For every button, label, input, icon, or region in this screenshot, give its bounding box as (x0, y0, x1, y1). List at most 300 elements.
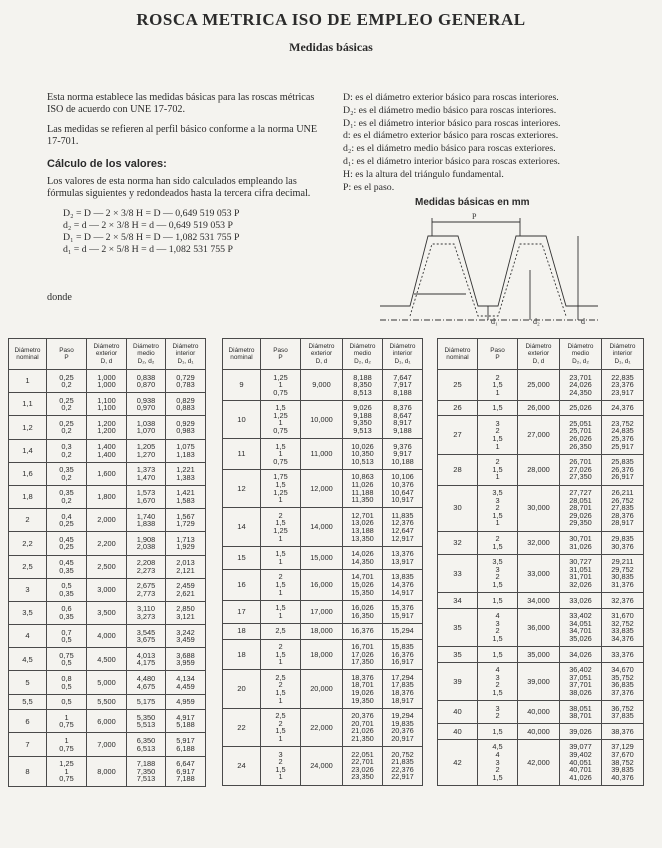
pitch-diameter-cell: 4,013 4,175 (127, 648, 166, 671)
table-row (223, 469, 423, 507)
pitch-cell: 0,4 0,25 (47, 509, 87, 532)
inner-diameter-cell: 33,376 (602, 647, 644, 663)
header-pitch: Paso P (478, 339, 518, 370)
nominal-diameter-cell: 6 (9, 710, 47, 733)
nominal-diameter-cell: 5 (9, 671, 47, 694)
inner-diameter-cell: 7,647 7,917 8,188 (383, 370, 423, 401)
table-row (438, 647, 644, 663)
inner-diameter-cell: 10,106 10,376 10,647 10,917 (383, 469, 423, 507)
inner-diameter-cell: 34,670 35,752 36,835 37,376 (602, 662, 644, 700)
definition-item: d₂: es el diámetro medio básico para roscas exteriores. (343, 143, 556, 155)
pitch-cell: 3,5 3 2 1,5 1 (478, 485, 518, 531)
nominal-diameter-cell: 2,5 (9, 555, 47, 578)
pitch-cell: 1,5 (478, 724, 518, 740)
inner-diameter-cell: 6,647 6,917 7,188 (166, 756, 206, 787)
nominal-diameter-cell: 22 (223, 708, 261, 746)
pitch-cell: 1 0,75 (47, 710, 87, 733)
nominal-diameter-cell: 28 (438, 454, 478, 485)
pitch-diameter-cell: 3,545 3,675 (127, 625, 166, 648)
pitch-diameter-cell: 38,051 38,701 (560, 701, 602, 724)
table-row (9, 462, 206, 485)
pitch-diameter-cell: 7,188 7,350 7,513 (127, 756, 166, 787)
outer-diameter-cell: 5,000 (87, 671, 127, 694)
table-row (438, 531, 644, 554)
pitch-cell: 1 0,75 (47, 733, 87, 756)
inner-diameter-cell: 36,752 37,835 (602, 701, 644, 724)
inner-diameter-cell: 1,075 1,183 (166, 439, 206, 462)
nominal-diameter-cell: 18 (223, 639, 261, 670)
table-row (438, 454, 644, 485)
table-row (9, 578, 206, 601)
nominal-diameter-cell: 12 (223, 469, 261, 507)
nominal-diameter-cell: 1,1 (9, 393, 47, 416)
pitch-diameter-cell: 34,026 (560, 647, 602, 663)
pitch-diameter-cell: 1,373 1,470 (127, 462, 166, 485)
inner-diameter-cell: 1,221 1,383 (166, 462, 206, 485)
inner-diameter-cell: 32,376 (602, 593, 644, 609)
outer-diameter-cell: 20,000 (301, 670, 343, 708)
table-row (9, 710, 206, 733)
header-outer-diameter: Diámetro exterior D, d (87, 339, 127, 370)
nominal-diameter-cell: 34 (438, 593, 478, 609)
pitch-cell: 3,5 3 2 1,5 (478, 554, 518, 592)
outer-diameter-cell: 11,000 (301, 439, 343, 470)
table-row (9, 393, 206, 416)
outer-diameter-cell: 16,000 (301, 569, 343, 600)
inner-diameter-cell: 23,752 24,835 25,376 25,917 (602, 416, 644, 454)
pitch-diameter-cell: 1,205 1,270 (127, 439, 166, 462)
table-row (223, 546, 423, 569)
pitch-cell: 1,5 1 (261, 546, 301, 569)
pitch-cell: 4 3 2 1,5 (478, 608, 518, 646)
pitch-cell: 2 1,5 1 (478, 370, 518, 401)
outer-diameter-cell: 34,000 (518, 593, 560, 609)
header-inner-diameter: Diámetro interior D₁, d₁ (383, 339, 423, 370)
table-row (223, 623, 423, 639)
inner-diameter-cell: 19,294 19,835 20,376 20,917 (383, 708, 423, 746)
pitch-cell: 4,5 4 3 2 1,5 (478, 739, 518, 785)
definition-item: d₁: es el diámetro interior básico para roscas exteriores. (343, 155, 560, 167)
table-row (438, 370, 644, 401)
pitch-diameter-cell: 27,727 28,051 28,701 29,026 29,350 (560, 485, 602, 531)
outer-diameter-cell: 5,500 (87, 694, 127, 710)
outer-diameter-cell: 4,500 (87, 648, 127, 671)
formula-d1-external: d₁ = d — 2 × 5/8 H = d — 1,082 531 755 P (63, 244, 233, 255)
inner-diameter-cell: 22,835 23,376 23,917 (602, 370, 644, 401)
nominal-diameter-cell: 11 (223, 439, 261, 470)
inner-diameter-cell: 2,850 3,121 (166, 601, 206, 624)
nominal-diameter-cell: 15 (223, 546, 261, 569)
pitch-diameter-cell: 39,026 (560, 724, 602, 740)
pitch-diameter-cell: 1,740 1,838 (127, 509, 166, 532)
outer-diameter-cell: 28,000 (518, 454, 560, 485)
pitch-cell: 1,5 (478, 400, 518, 416)
nominal-diameter-cell: 20 (223, 670, 261, 708)
pitch-diameter-cell: 2,208 2,273 (127, 555, 166, 578)
inner-diameter-cell: 1,421 1,583 (166, 485, 206, 508)
pitch-diameter-cell: 16,701 17,026 17,350 (343, 639, 383, 670)
pitch-diameter-cell: 8,188 8,350 8,513 (343, 370, 383, 401)
pitch-cell: 0,35 0,2 (47, 485, 87, 508)
outer-diameter-cell: 2,500 (87, 555, 127, 578)
pitch-diameter-cell: 16,376 (343, 623, 383, 639)
donde-label: donde (47, 292, 72, 303)
pitch-cell: 0,25 0,2 (47, 370, 87, 393)
inner-diameter-cell: 26,211 26,752 27,835 28,376 28,917 (602, 485, 644, 531)
pitch-diameter-cell: 6,350 6,513 (127, 733, 166, 756)
header-pitch: Paso P (47, 339, 87, 370)
pitch-cell: 1,5 1 0,75 (261, 439, 301, 470)
table-row (223, 670, 423, 708)
pitch-cell: 2 1,5 1 (261, 639, 301, 670)
inner-diameter-cell: 8,376 8,647 8,917 9,188 (383, 400, 423, 438)
table-row (9, 509, 206, 532)
pitch-diameter-cell: 39,077 39,402 40,051 40,701 41,026 (560, 739, 602, 785)
inner-diameter-cell: 1,713 1,929 (166, 532, 206, 555)
table-row (9, 416, 206, 439)
table-row (9, 625, 206, 648)
calculation-heading: Cálculo de los valores: (47, 158, 167, 170)
pitch-diameter-cell: 2,675 2,773 (127, 578, 166, 601)
table-row (223, 747, 423, 785)
table-header-row (438, 339, 644, 370)
inner-diameter-cell: 0,929 0,983 (166, 416, 206, 439)
inner-diameter-cell: 0,729 0,783 (166, 370, 206, 393)
nominal-diameter-cell: 24 (223, 747, 261, 785)
inner-diameter-cell: 4,134 4,459 (166, 671, 206, 694)
inner-diameter-cell: 1,567 1,729 (166, 509, 206, 532)
table-row (438, 662, 644, 700)
pitch-diameter-cell: 23,701 24,026 24,350 (560, 370, 602, 401)
pitch-cell: 1,5 1,25 1 0,75 (261, 400, 301, 438)
nominal-diameter-cell: 1,4 (9, 439, 47, 462)
pitch-cell: 1,75 1,5 1,25 1 (261, 469, 301, 507)
outer-diameter-cell: 6,000 (87, 710, 127, 733)
page-subtitle: Medidas básicas (289, 40, 373, 54)
definitions-list (343, 92, 643, 194)
pitch-diameter-cell: 0,838 0,870 (127, 370, 166, 393)
outer-diameter-cell: 1,800 (87, 485, 127, 508)
header-inner-diameter: Diámetro interior D₁, d₁ (166, 339, 206, 370)
table-row (9, 370, 206, 393)
nominal-diameter-cell: 4 (9, 625, 47, 648)
outer-diameter-cell: 35,000 (518, 647, 560, 663)
table-row (438, 701, 644, 724)
header-inner-diameter: Diámetro interior D₁, d₁ (602, 339, 644, 370)
table-row (438, 608, 644, 646)
nominal-diameter-cell: 1 (9, 370, 47, 393)
table-row (9, 671, 206, 694)
nominal-diameter-cell: 7 (9, 733, 47, 756)
nominal-diameter-cell: 3 (9, 578, 47, 601)
table-row (438, 593, 644, 609)
inner-diameter-cell: 37,129 37,670 38,752 39,835 40,376 (602, 739, 644, 785)
header-nominal-diameter: Diámetro nominal (438, 339, 478, 370)
pitch-cell: 0,35 0,2 (47, 462, 87, 485)
table-row (223, 708, 423, 746)
pitch-diameter-cell: 3,110 3,273 (127, 601, 166, 624)
inner-diameter-cell: 9,376 9,917 10,188 (383, 439, 423, 470)
intro-section (47, 92, 319, 256)
pitch-cell: 4 3 2 1,5 (478, 662, 518, 700)
outer-diameter-cell: 27,000 (518, 416, 560, 454)
nominal-diameter-cell: 1,8 (9, 485, 47, 508)
nominal-diameter-cell: 17 (223, 600, 261, 623)
nominal-diameter-cell: 35 (438, 647, 478, 663)
nominal-diameter-cell: 32 (438, 531, 478, 554)
nominal-diameter-cell: 39 (438, 662, 478, 700)
table-row (223, 600, 423, 623)
header-pitch-diameter: Diámetro medio D₂, d₂ (343, 339, 383, 370)
inner-diameter-cell: 25,835 26,376 26,917 (602, 454, 644, 485)
table-row (9, 756, 206, 787)
pitch-cell: 2,5 2 1,5 1 (261, 708, 301, 746)
nominal-diameter-cell: 3,5 (9, 601, 47, 624)
table-row (438, 739, 644, 785)
thread-table-1 (8, 338, 206, 787)
pitch-cell: 0,25 0,2 (47, 393, 87, 416)
pitch-cell: 0,45 0,35 (47, 555, 87, 578)
pitch-diameter-cell: 30,701 31,026 (560, 531, 602, 554)
nominal-diameter-cell: 26 (438, 400, 478, 416)
formula-d2-external: d₂ = d — 2 × 3/8 H = d — 0,649 519 053 P (63, 220, 233, 231)
nominal-diameter-cell: 42 (438, 739, 478, 785)
nominal-diameter-cell: 8 (9, 756, 47, 787)
pitch-diameter-cell: 12,701 13,026 13,188 13,350 (343, 508, 383, 546)
definition-item: H: es la altura del triángulo fundamental. (343, 168, 504, 180)
table-row (223, 639, 423, 670)
pitch-cell: 1,25 1 0,75 (47, 756, 87, 787)
pitch-diameter-cell: 1,038 1,070 (127, 416, 166, 439)
header-pitch-diameter: Diámetro medio D₂, d₂ (127, 339, 166, 370)
pitch-diameter-cell: 25,026 (560, 400, 602, 416)
table-row (9, 601, 206, 624)
pitch-diameter-cell: 33,402 34,051 34,701 35,026 (560, 608, 602, 646)
outer-diameter-cell: 14,000 (301, 508, 343, 546)
pitch-diameter-cell: 10,863 11,026 11,188 11,350 (343, 469, 383, 507)
pitch-label: P (472, 212, 477, 221)
table-header-row (223, 339, 423, 370)
outer-diameter-cell: 15,000 (301, 546, 343, 569)
pitch-diameter-cell: 30,727 31,051 31,701 32,026 (560, 554, 602, 592)
pitch-diameter-cell: 33,026 (560, 593, 602, 609)
table-row (223, 439, 423, 470)
pitch-diameter-cell: 25,051 25,701 26,026 26,350 (560, 416, 602, 454)
inner-diameter-cell: 5,917 6,188 (166, 733, 206, 756)
nominal-diameter-cell: 5,5 (9, 694, 47, 710)
nominal-diameter-cell: 40 (438, 724, 478, 740)
pitch-cell: 1,5 1 (261, 600, 301, 623)
table-row (223, 569, 423, 600)
definition-item: D₂: es el diámetro medio básico para roscas interiores. (343, 104, 557, 116)
intro-paragraph-1: Esta norma establece las medidas básicas para las roscas métricas ISO de acuerdo con UNE 17-702. (47, 92, 315, 115)
diagram-title: Medidas básicas en mm (415, 197, 530, 208)
definition-item: d: es el diámetro exterior básico para roscas exteriores. (343, 130, 559, 142)
inner-diameter-cell: 31,670 32,752 33,835 34,376 (602, 608, 644, 646)
outer-diameter-cell: 30,000 (518, 485, 560, 531)
intro-paragraph-3: Los valores de esta norma han sido calculados empleando las fórmulas siguientes y redondeados hasta la tercera cifra decimal. (47, 176, 311, 199)
pitch-cell: 0,25 0,2 (47, 416, 87, 439)
pitch-cell: 0,45 0,25 (47, 532, 87, 555)
outer-diameter-cell: 25,000 (518, 370, 560, 401)
intro-paragraph-2: Las medidas se refieren al perfil básico conforme a la norma UNE 17-701. (47, 124, 318, 147)
inner-diameter-cell: 38,376 (602, 724, 644, 740)
outer-diameter-cell: 9,000 (301, 370, 343, 401)
nominal-diameter-cell: 9 (223, 370, 261, 401)
thread-table-3 (437, 338, 644, 786)
outer-diameter-cell: 32,000 (518, 531, 560, 554)
diameter-label-d1: d₁ (491, 317, 498, 326)
nominal-diameter-cell: 18 (223, 623, 261, 639)
table-row (9, 485, 206, 508)
pitch-diameter-cell: 16,026 16,350 (343, 600, 383, 623)
pitch-cell: 1,5 (478, 593, 518, 609)
nominal-diameter-cell: 1,2 (9, 416, 47, 439)
inner-diameter-cell: 2,459 2,621 (166, 578, 206, 601)
thread-table-2 (222, 338, 423, 786)
pitch-cell: 0,7 0,5 (47, 625, 87, 648)
inner-diameter-cell: 15,376 15,917 (383, 600, 423, 623)
pitch-diameter-cell: 5,175 (127, 694, 166, 710)
pitch-cell: 0,5 0,35 (47, 578, 87, 601)
pitch-cell: 2,5 2 1,5 1 (261, 670, 301, 708)
nominal-diameter-cell: 33 (438, 554, 478, 592)
pitch-cell: 1,5 (478, 647, 518, 663)
pitch-diameter-cell: 10,026 10,350 10,513 (343, 439, 383, 470)
definition-item: D₁: es el diámetro interior básico para roscas interiores. (343, 117, 561, 129)
outer-diameter-cell: 40,000 (518, 701, 560, 724)
pitch-diameter-cell: 0,938 0,970 (127, 393, 166, 416)
table-header-row (9, 339, 206, 370)
table-row (223, 370, 423, 401)
outer-diameter-cell: 18,000 (301, 639, 343, 670)
table-row (9, 648, 206, 671)
pitch-diameter-cell: 20,376 20,701 21,026 21,350 (343, 708, 383, 746)
formula-d2-internal: D₂ = D — 2 × 3/8 H = D — 0,649 519 053 P (63, 208, 240, 219)
inner-diameter-cell: 13,376 13,917 (383, 546, 423, 569)
outer-diameter-cell: 12,000 (301, 469, 343, 507)
inner-diameter-cell: 3,688 3,959 (166, 648, 206, 671)
header-outer-diameter: Diámetro exterior D, d (301, 339, 343, 370)
pitch-cell: 2 1,5 1 (478, 454, 518, 485)
page-title: ROSCA METRICA ISO DE EMPLEO GENERAL (136, 10, 526, 29)
outer-diameter-cell: 1,100 1,100 (87, 393, 127, 416)
inner-diameter-cell: 13,835 14,376 14,917 (383, 569, 423, 600)
pitch-diameter-cell: 14,026 14,350 (343, 546, 383, 569)
table-row (9, 555, 206, 578)
table-row (9, 694, 206, 710)
outer-diameter-cell: 24,000 (301, 747, 343, 785)
outer-diameter-cell: 2,200 (87, 532, 127, 555)
nominal-diameter-cell: 2,2 (9, 532, 47, 555)
outer-diameter-cell: 3,000 (87, 578, 127, 601)
nominal-diameter-cell: 25 (438, 370, 478, 401)
outer-diameter-cell: 22,000 (301, 708, 343, 746)
inner-diameter-cell: 0,829 0,883 (166, 393, 206, 416)
pitch-diameter-cell: 22,051 22,701 23,026 23,350 (343, 747, 383, 785)
outer-diameter-cell: 26,000 (518, 400, 560, 416)
definition-item: P: es el paso. (343, 181, 395, 193)
outer-diameter-cell: 40,000 (518, 724, 560, 740)
table-row (438, 416, 644, 454)
pitch-diameter-cell: 1,908 2,038 (127, 532, 166, 555)
pitch-cell: 3 2 (478, 701, 518, 724)
nominal-diameter-cell: 14 (223, 508, 261, 546)
nominal-diameter-cell: 1,6 (9, 462, 47, 485)
nominal-diameter-cell: 4,5 (9, 648, 47, 671)
inner-diameter-cell: 15,835 16,376 16,917 (383, 639, 423, 670)
outer-diameter-cell: 4,000 (87, 625, 127, 648)
pitch-cell: 0,3 0,2 (47, 439, 87, 462)
inner-diameter-cell: 29,835 30,376 (602, 531, 644, 554)
pitch-cell: 3 2 1,5 1 (261, 747, 301, 785)
thread-profile-diagram (370, 208, 610, 326)
table-row (438, 554, 644, 592)
pitch-cell: 0,6 0,35 (47, 601, 87, 624)
pitch-cell: 0,75 0,5 (47, 648, 87, 671)
outer-diameter-cell: 39,000 (518, 662, 560, 700)
table-row (9, 532, 206, 555)
pitch-diameter-cell: 4,480 4,675 (127, 671, 166, 694)
pitch-diameter-cell: 36,402 37,051 37,701 38,026 (560, 662, 602, 700)
pitch-cell: 3 2 1,5 1 (478, 416, 518, 454)
outer-diameter-cell: 1,000 1,000 (87, 370, 127, 393)
inner-diameter-cell: 4,959 (166, 694, 206, 710)
nominal-diameter-cell: 16 (223, 569, 261, 600)
diameter-label-d: d (581, 317, 585, 326)
nominal-diameter-cell: 10 (223, 400, 261, 438)
table-row (223, 400, 423, 438)
table-row (438, 724, 644, 740)
nominal-diameter-cell: 30 (438, 485, 478, 531)
outer-diameter-cell: 2,000 (87, 509, 127, 532)
outer-diameter-cell: 18,000 (301, 623, 343, 639)
pitch-cell: 2 1,5 (478, 531, 518, 554)
table-row (9, 733, 206, 756)
inner-diameter-cell: 17,294 17,835 18,376 18,917 (383, 670, 423, 708)
pitch-diameter-cell: 5,350 5,513 (127, 710, 166, 733)
nominal-diameter-cell: 2 (9, 509, 47, 532)
pitch-cell: 0,8 0,5 (47, 671, 87, 694)
pitch-cell: 0,5 (47, 694, 87, 710)
formula-list (63, 208, 319, 256)
header-pitch: Paso P (261, 339, 301, 370)
pitch-diameter-cell: 18,376 18,701 19,026 19,350 (343, 670, 383, 708)
inner-diameter-cell: 3,242 3,459 (166, 625, 206, 648)
nominal-diameter-cell: 27 (438, 416, 478, 454)
pitch-cell: 2 1,5 1,25 1 (261, 508, 301, 546)
nominal-diameter-cell: 35 (438, 608, 478, 646)
outer-diameter-cell: 1,200 1,200 (87, 416, 127, 439)
table-row (438, 400, 644, 416)
outer-diameter-cell: 10,000 (301, 400, 343, 438)
pitch-cell: 1,25 1 0,75 (261, 370, 301, 401)
inner-diameter-cell: 20,752 21,835 22,376 22,917 (383, 747, 423, 785)
outer-diameter-cell: 1,400 1,400 (87, 439, 127, 462)
outer-diameter-cell: 3,500 (87, 601, 127, 624)
definition-item: D: es el diámetro exterior básico para roscas interiores. (343, 92, 559, 103)
pitch-diameter-cell: 14,701 15,026 15,350 (343, 569, 383, 600)
header-nominal-diameter: Diámetro nominal (223, 339, 261, 370)
outer-diameter-cell: 33,000 (518, 554, 560, 592)
inner-diameter-cell: 15,294 (383, 623, 423, 639)
outer-diameter-cell: 17,000 (301, 600, 343, 623)
pitch-diameter-cell: 1,573 1,670 (127, 485, 166, 508)
pitch-cell: 2,5 (261, 623, 301, 639)
pitch-cell: 2 1,5 1 (261, 569, 301, 600)
pitch-diameter-cell: 9,026 9,188 9,350 9,513 (343, 400, 383, 438)
outer-diameter-cell: 36,000 (518, 608, 560, 646)
